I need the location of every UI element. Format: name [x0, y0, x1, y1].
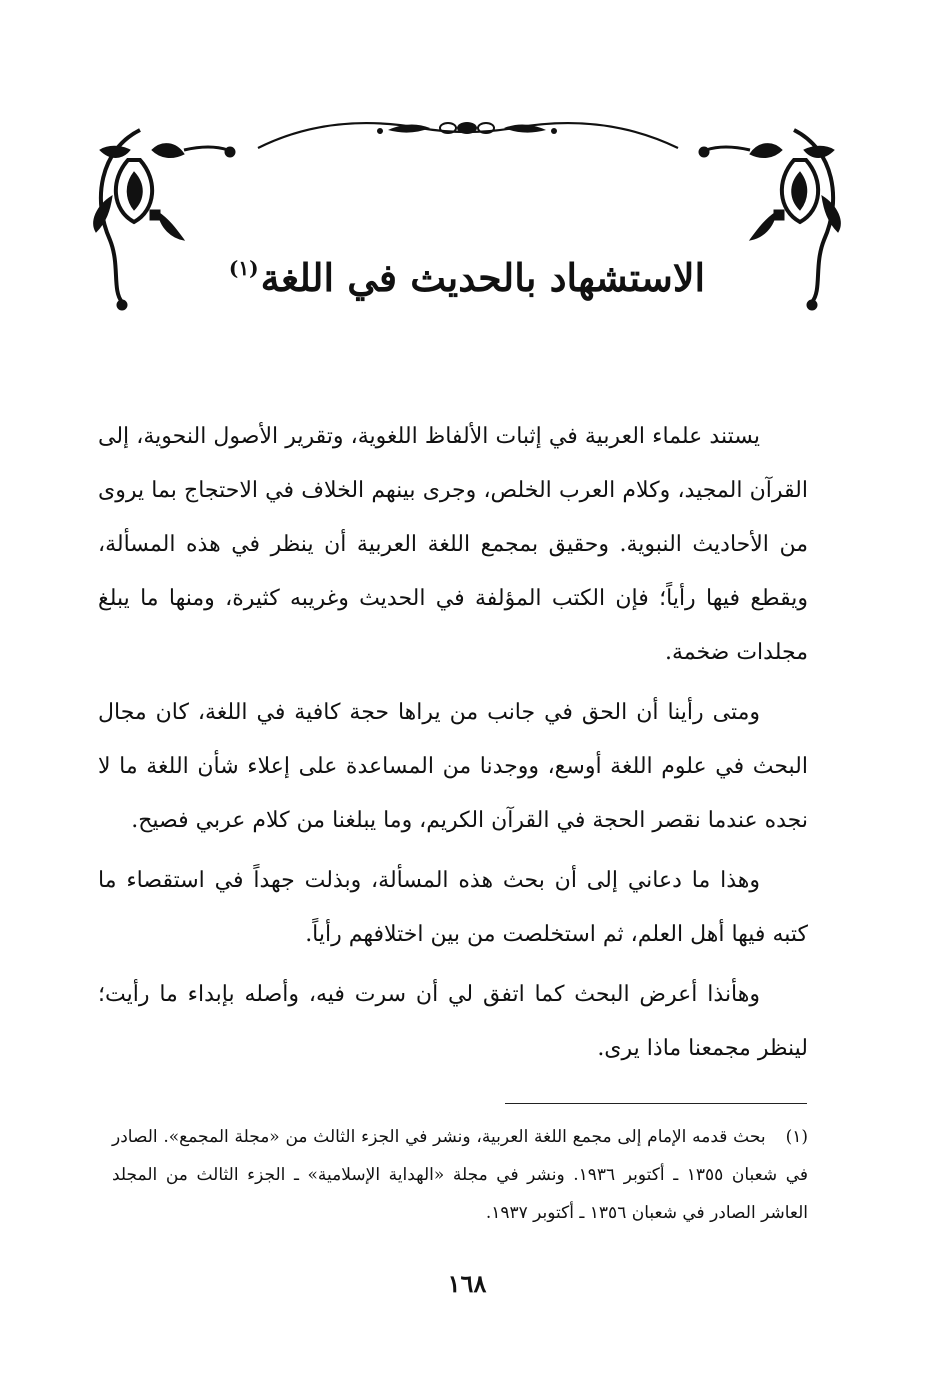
page-number: ١٦٨ [447, 1269, 487, 1298]
footnote-number: (١) [785, 1127, 808, 1147]
ornament-knot [377, 122, 557, 134]
chapter-title-text: الاستشهاد بالحديث في اللغة [260, 255, 706, 300]
paragraph: ومتى رأينا أن الحق في جانب من يراها حجة كافية في اللغة، كان مجال البحث في علوم اللغة أوسع، ووجدنا من المساعدة على إعلاء شأن اللغة ما لا نجده عندما نقصر الحجة في القرآن الكريم، وما يبلغنا من كلام عربي فصيح. [98, 700, 808, 833]
paragraph: وهأنذا أعرض البحث كما اتفق لي أن سرت فيه، وأصله بإبداء ما رأيت؛ لينظر مجمعنا ماذا يرى. [98, 982, 808, 1061]
title-footnote-marker: (١) [228, 256, 259, 280]
paragraph: يستند علماء العربية في إثبات الألفاظ اللغوية، وتقرير الأصول النحوية، إلى القرآن المجيد، وكلام العرب الخلص، وجرى بينهم الخلاف في الاحتجاج بما يروى من الأحاديث النبوية. وحقيق بمجمع اللغة العربية أن ينظر في هذه المسألة، ويقطع فيها رأياً؛ فإن الكتب المؤلفة في الحديث وغريبه كثيرة، ومنها ما يبلغ مجلدات ضخمة. [98, 424, 808, 665]
footnote-text: بحث قدمه الإمام إلى مجمع اللغة العربية، ونشر في الجزء الثالث من «مجلة المجمع». الصادر في شعبان ١٣٥٥ ـ أكتوبر ١٩٣٦. ونشر في مجلة «الهداية الإسلامية» ـ الجزء الثالث من المجلد العاشر الصادر في شعبان ١٣٥٦ ـ أكتوبر ١٩٣٧. [112, 1127, 808, 1223]
footnote-separator [505, 1103, 807, 1104]
chapter-title [200, 238, 734, 298]
paragraph: وهذا ما دعاني إلى أن بحث هذه المسألة، وبذلت جهداً في استقصاء ما كتبه فيها أهل العلم، ثم استخلصت من بين اختلافهم رأياً. [98, 868, 808, 947]
footnote [112, 1118, 808, 1232]
main-text [98, 410, 808, 1082]
